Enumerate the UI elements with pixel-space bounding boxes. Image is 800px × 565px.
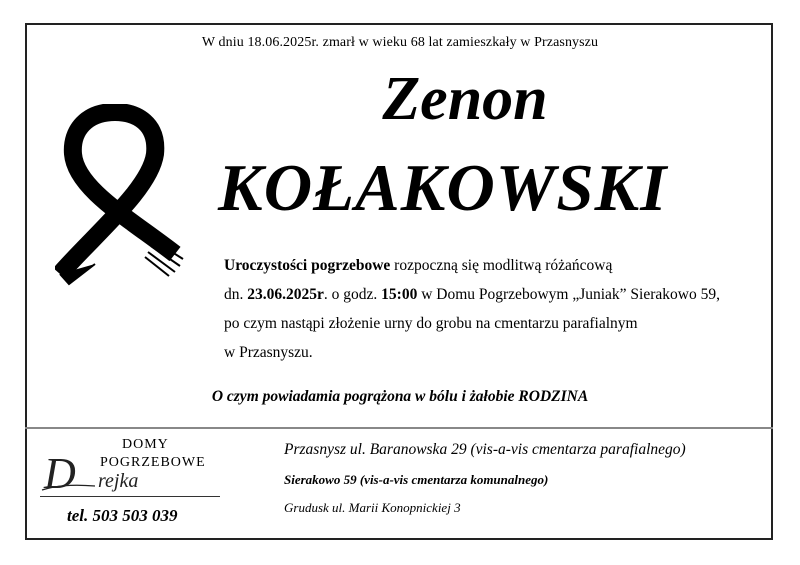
address-przasnysz: Przasnysz ul. Baranowska 29 (vis-a-vis cmentarza parafialnego) [284, 441, 686, 458]
divider [25, 427, 773, 429]
logo-line-3: rejka [98, 470, 139, 492]
logo-line-2: POGRZEBOWE [100, 455, 206, 470]
ceremony-line-1: Uroczystości pogrzebowe rozpoczną się modlitwą różańcową [224, 257, 613, 274]
logo-initial-d [40, 446, 102, 496]
death-notice-intro: W dniu 18.06.2025r. zmarł w wieku 68 lat zamieszkały w Przasnyszu [201, 35, 599, 50]
address-sierakowo: Sierakowo 59 (vis-a-vis cmentarza komunalnego) [284, 472, 549, 487]
ceremony-line-2: dn. 23.06.2025r. o godz. 15:00 w Domu Pogrzebowym „Juniak” Sierakowo 59, [224, 286, 720, 303]
logo-line-1: DOMY [122, 437, 169, 452]
mourning-ribbon-icon [55, 104, 195, 289]
funeral-home-logo [38, 436, 238, 531]
address-grudusk: Grudusk ul. Marii Konopnickiej 3 [284, 500, 461, 515]
family-signature: O czym powiadamia pogrążona w bólu i żałobie RODZINA [211, 388, 589, 405]
phone-number: tel. 503 503 039 [67, 506, 178, 525]
ceremony-date: 23.06.2025r [247, 286, 324, 303]
last-name: KOŁAKOWSKI [218, 151, 668, 225]
ceremony-time: 15:00 [381, 286, 418, 303]
first-name: Zenon [382, 65, 548, 133]
ceremony-details [224, 251, 774, 367]
ceremony-line-4: w Przasnyszu. [224, 344, 313, 361]
ceremony-heading: Uroczystości pogrzebowe [224, 257, 391, 274]
svg-text:D: D [44, 449, 76, 496]
ceremony-line-3: po czym nastąpi złożenie urny do grobu na cmentarzu parafialnym [224, 315, 638, 332]
logo-rule [40, 496, 220, 497]
